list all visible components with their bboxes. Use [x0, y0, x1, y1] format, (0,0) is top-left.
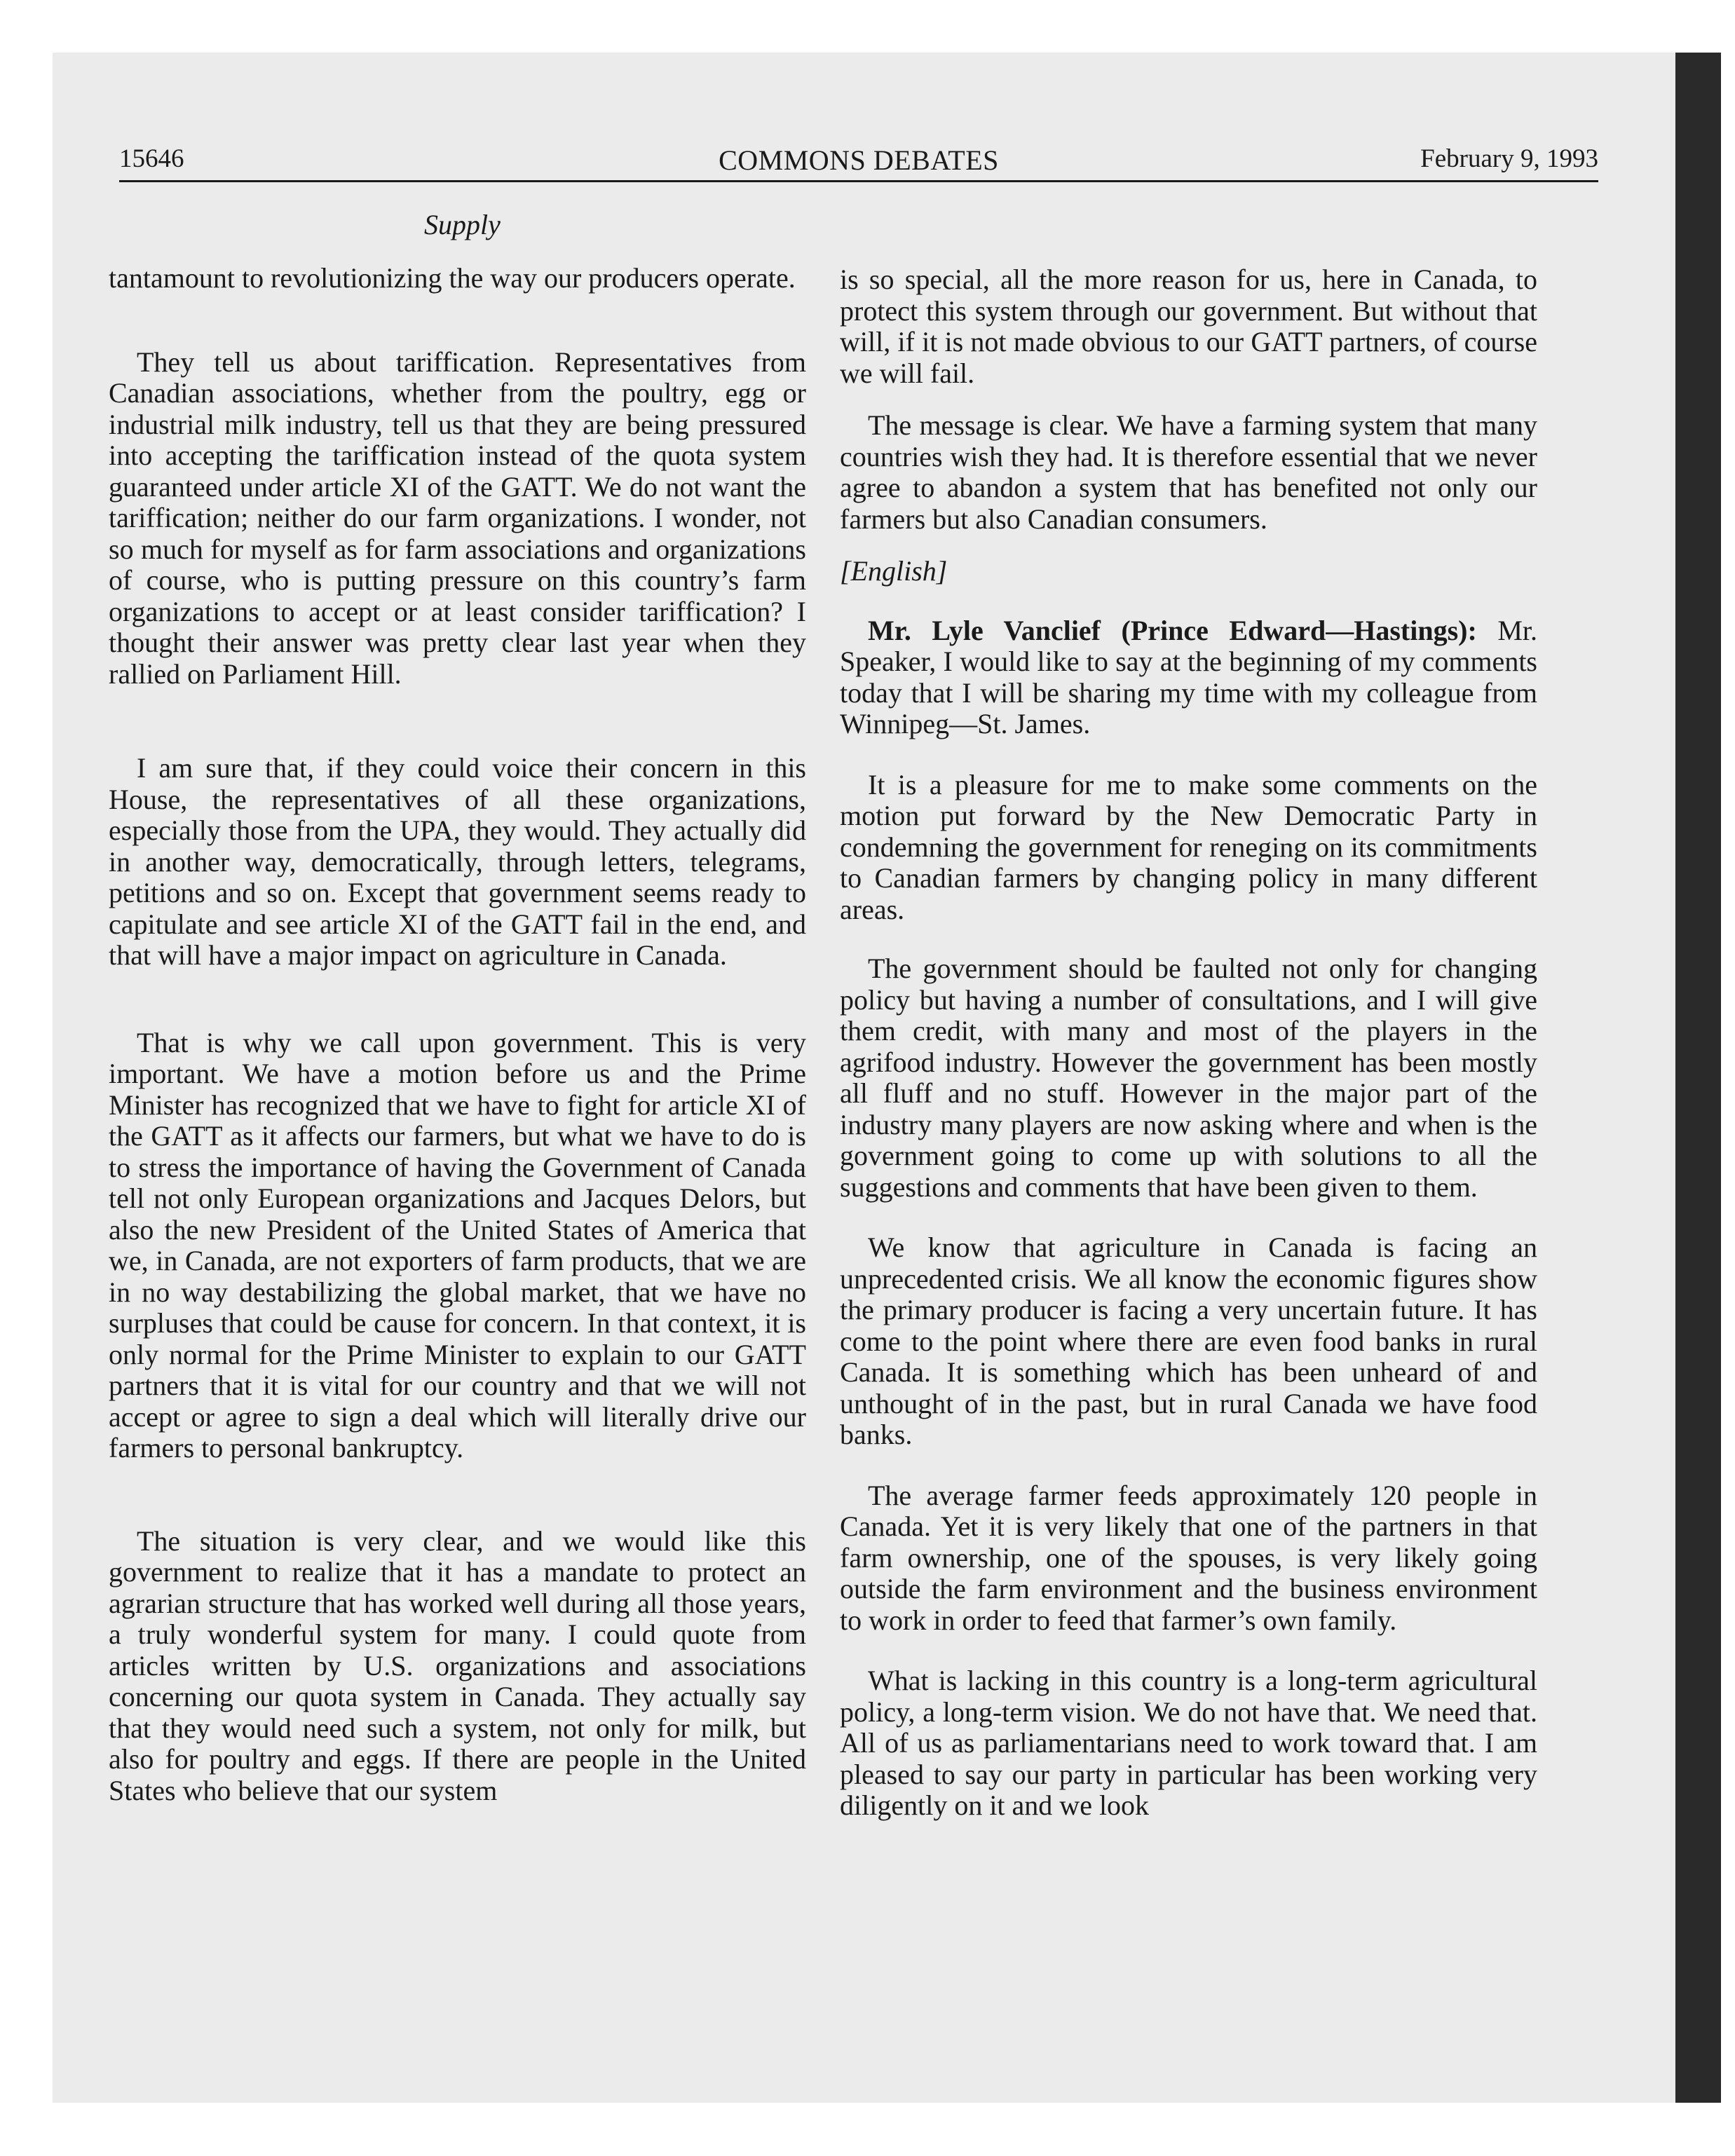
- paragraph: I am sure that, if they could voice their concern in this House, the representatives of all these organizations, especially those from the UPA, they would. They actually did in another way, democratically, through letters, telegrams, petitions and so on. Except that government seems ready to capitulate and see article XI of the GATT fail in the end, and that will have a major impact on agriculture in Canada.: [109, 752, 806, 971]
- scan-edge-shadow: [1675, 53, 1721, 2103]
- page-content: [53, 53, 1675, 2103]
- paragraph: tantamount to revolutionizing the way our producers operate.: [109, 262, 796, 294]
- paragraph: The average farmer feeds approximately 120 people in Canada. Yet it is very likely that one of the partners in that farm ownership, one of the spouses, is very likely going outside the farm environment and the business environment to work in order to feed that farmer’s own family.: [840, 1479, 1537, 1636]
- right-column: [840, 264, 1537, 1822]
- speech-paragraph: [840, 615, 1537, 740]
- speaker-name: Mr. Lyle Vanclief (Prince Edward—Hastings):: [868, 614, 1477, 646]
- paragraph: We know that agriculture in Canada is facing an unprecedented crisis. We all know the economic figures show the primary producer is facing a very uncertain future. It has come to the point where there are even food banks in rural Canada. It is something which has been unheard of and unthought of in the past, but in rural Canada we have food banks.: [840, 1231, 1537, 1450]
- paragraph: They tell us about tariffication. Representatives from Canadian associations, whether from the poultry, egg or industrial milk industry, tell us that they are being pressured into accepting the tariffication instead of the quota system guaranteed under article XI of the GATT. We do not want the tariffication; neither do our farm organizations. I wonder, not so much for myself as for farm associations and organizations of course, who is putting pressure on this country’s farm organizations to accept or at least consider tariffication? I thought their answer was pretty clear last year when they rallied on Parliament Hill.: [109, 346, 806, 690]
- scanned-page: [53, 53, 1675, 2103]
- paragraph: It is a pleasure for me to make some comments on the motion put forward by the New Democratic Party in condemning the government for reneging on its commitments to Canadian farmers by changing policy in many different areas.: [840, 768, 1537, 925]
- paragraph: The message is clear. We have a farming system that many countries wish they had. It is therefore essential that we never agree to abandon a system that has benefited not only our farmers but also Canadian consumers.: [840, 409, 1537, 535]
- publication-date: February 9, 1993: [1420, 144, 1598, 173]
- paragraph: The situation is very clear, and we would like this government to realize that it has a mandate to protect an agrarian structure that has worked well during all those years, a truly wonderful system for many. I could quote from articles written by U.S. organizations and associations concerning our quota system in Canada. They actually say that they would need such a system, not only for milk, but also for poultry and eggs. If there are people in the United States who believe that our system: [109, 1524, 806, 1806]
- paragraph: That is why we call upon government. This is very important. We have a motion before us and the Prime Minister has recognized that we have to fight for article XI of the GATT as it affects our farmers, but what we have to do is to stress the importance of having the Government of Canada tell not only European organizations and Jacques Delors, but also the new President of the United States of America that we, in Canada, are not exporters of farm products, that we are in no way destabilizing the global market, that we have no surpluses that could be cause for concern. In that context, it is only normal for the Prime Minister to explain to our GATT partners that it is vital for our country and that we will not accept or agree to sign a deal which will literally drive our farmers to personal bankruptcy.: [109, 1026, 806, 1464]
- paragraph: is so special, all the more reason for us, here in Canada, to protect this system through our government. But without that will, if it is not made obvious to our GATT partners, of course we will fail.: [840, 264, 1537, 389]
- speech-text: Mr. Speaker, I would like to say at the beginning of my comments today that I will be sharing my time with my colleague from Winnipeg—St. James.: [840, 614, 1537, 739]
- paragraph: What is lacking in this country is a long-term agricultural policy, a long-term vision. We do not have that. We need that. All of us as parliamentarians need to work toward that. I am pleased to say our party in particular has been working very diligently on it and we look: [840, 1665, 1537, 1821]
- page-number: 15646: [119, 144, 184, 173]
- language-marker: [English]: [840, 555, 948, 587]
- section-label: Supply: [424, 209, 501, 240]
- running-header: [119, 138, 1598, 182]
- paragraph: The government should be faulted not only for changing policy but having a number of consultations, and I will give them credit, with many and most of the players in the agrifood industry. However the government has been mostly all fluff and no stuff. However in the major part of the industry many players are now asking where and when is the government going to come up with solutions to all the suggestions and comments that have been given to them.: [840, 953, 1537, 1203]
- publication-title: COMMONS DEBATES: [719, 144, 999, 176]
- left-column: [109, 263, 806, 1806]
